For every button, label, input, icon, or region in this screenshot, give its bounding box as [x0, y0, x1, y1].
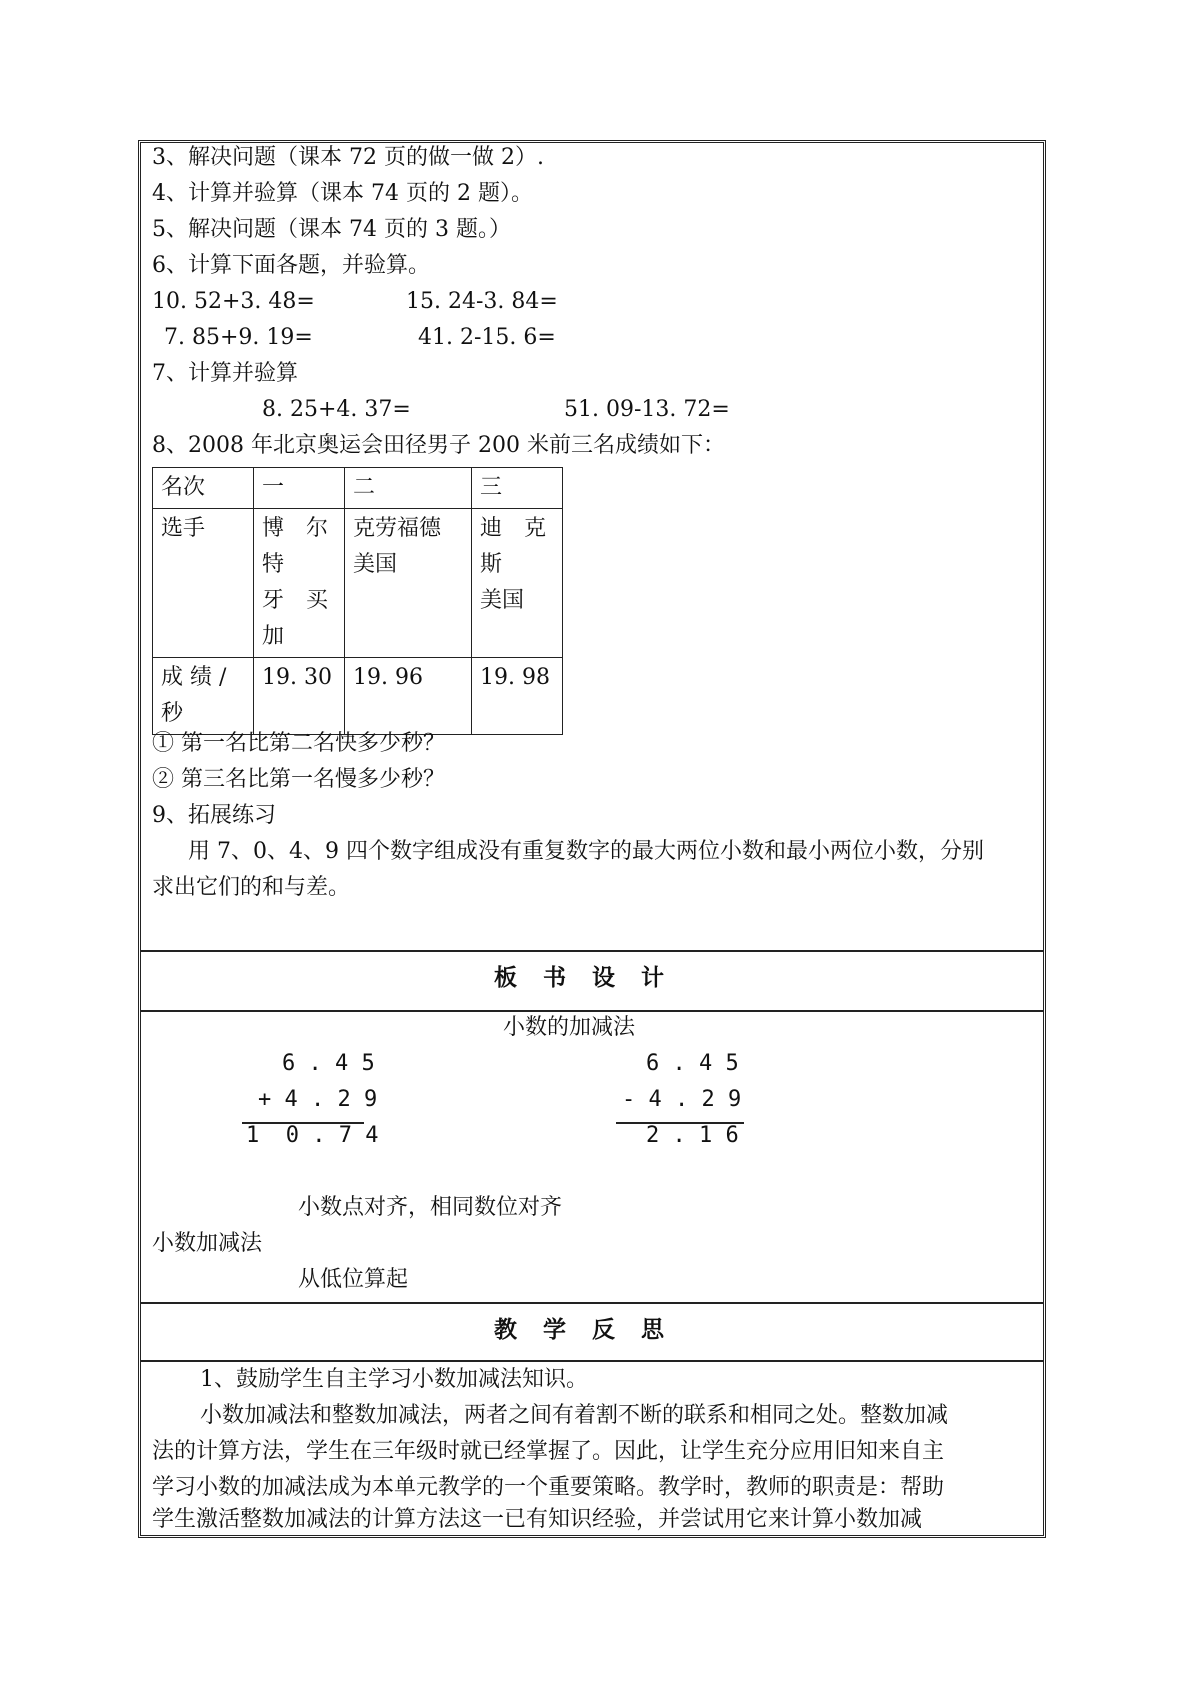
player-line: 克劳福德: [353, 516, 442, 541]
problem-6-expr-3: 7. 85+9. 19=: [164, 325, 313, 350]
question-2: ② 第三名比第一名慢多少秒？: [152, 767, 445, 792]
player-line: 博 尔: [262, 516, 329, 541]
table-header-cell: 三: [472, 468, 563, 509]
player-line: 斯: [480, 552, 503, 577]
player-line: 美国: [353, 552, 398, 577]
player-line: 迪 克: [480, 516, 547, 541]
rule-1: 小数点对齐，相同数位对齐: [298, 1195, 563, 1220]
problem-9: 9、拓展练习: [152, 803, 276, 828]
player-line: 特: [262, 552, 285, 577]
problem-3: 3、解决问题（课本 72 页的做一做 2）.: [152, 145, 544, 170]
problem-4: 4、计算并验算（课本 74 页的 2 题）。: [152, 181, 533, 206]
question-1: ① 第一名比第二名快多少秒？: [152, 731, 445, 756]
problem-6-expr-4: 41. 2-15. 6=: [418, 325, 556, 350]
addition-result: 1 0 . 7 4: [246, 1123, 379, 1148]
subtraction-top: 6 . 4 5: [646, 1051, 739, 1076]
subtraction-middle: - 4 . 2 9: [622, 1087, 742, 1112]
player-line: 牙 买: [262, 588, 329, 613]
problem-6-expr-2: 15. 24-3. 84=: [406, 289, 558, 314]
subtraction-result: 2 . 1 6: [646, 1123, 739, 1148]
score-cell: 19. 96: [345, 658, 472, 735]
table-row: [153, 468, 563, 509]
table-row: [153, 509, 563, 658]
addition-middle: + 4 . 2 9: [258, 1087, 378, 1112]
player-label-cell: 选手: [153, 509, 254, 658]
player-line: 加: [262, 624, 285, 649]
table-row: [153, 658, 563, 735]
reflection-line: 学习小数的加减法成为本单元教学的一个重要策略。教学时，教师的职责是：帮助: [152, 1475, 945, 1500]
reflection-heading: 教学反思: [494, 1317, 690, 1343]
player-line: 美国: [480, 588, 525, 613]
score-label-line: 成 绩 /: [161, 665, 227, 690]
rule-2: 从低位算起: [298, 1267, 409, 1292]
reflection-line: 法的计算方法，学生在三年级时就已经掌握了。因此，让学生充分应用旧知来自主: [152, 1439, 945, 1464]
score-cell: 19. 98: [472, 658, 563, 735]
player-cell: [472, 509, 563, 658]
addition-top: 6 . 4 5: [282, 1051, 375, 1076]
reflection-line: 学生激活整数加减法的计算方法这一已有知识经验，并尝试用它来计算小数加减: [152, 1507, 923, 1532]
problem-9-text-1: 用 7、0、4、9 四个数字组成没有重复数字的最大两位小数和最小两位小数，分别: [188, 839, 984, 864]
table-header-cell: 名次: [153, 468, 254, 509]
score-label-line: 秒: [161, 701, 184, 726]
problem-6-expr-1: 10. 52+3. 48=: [152, 289, 315, 314]
results-table: [152, 467, 563, 735]
problem-7: 7、计算并验算: [152, 361, 298, 386]
table-header-cell: 二: [345, 468, 472, 509]
problem-9-text-2: 求出它们的和与差。: [152, 875, 351, 900]
table-header-cell: 一: [254, 468, 345, 509]
score-cell: 19. 30: [254, 658, 345, 735]
reflection-paragraph-1: 1、鼓励学生自主学习小数加减法知识。: [200, 1367, 588, 1392]
problem-6: 6、计算下面各题，并验算。: [152, 253, 430, 278]
score-label-cell: [153, 658, 254, 735]
board-heading: 板书设计: [494, 965, 690, 991]
player-cell: [254, 509, 345, 658]
problem-7-expr-1: 8. 25+4. 37=: [262, 397, 411, 422]
rule-label: 小数加减法: [152, 1231, 263, 1256]
problem-5: 5、解决问题（课本 74 页的 3 题。）: [152, 217, 511, 242]
board-title: 小数的加减法: [503, 1015, 636, 1040]
reflection-line: 小数加减法和整数加减法，两者之间有着割不断的联系和相同之处。整数加减: [200, 1403, 949, 1428]
problem-7-expr-2: 51. 09-13. 72=: [564, 397, 730, 422]
problem-8: 8、2008 年北京奥运会田径男子 200 米前三名成绩如下：: [152, 433, 725, 458]
player-cell: [345, 509, 472, 658]
